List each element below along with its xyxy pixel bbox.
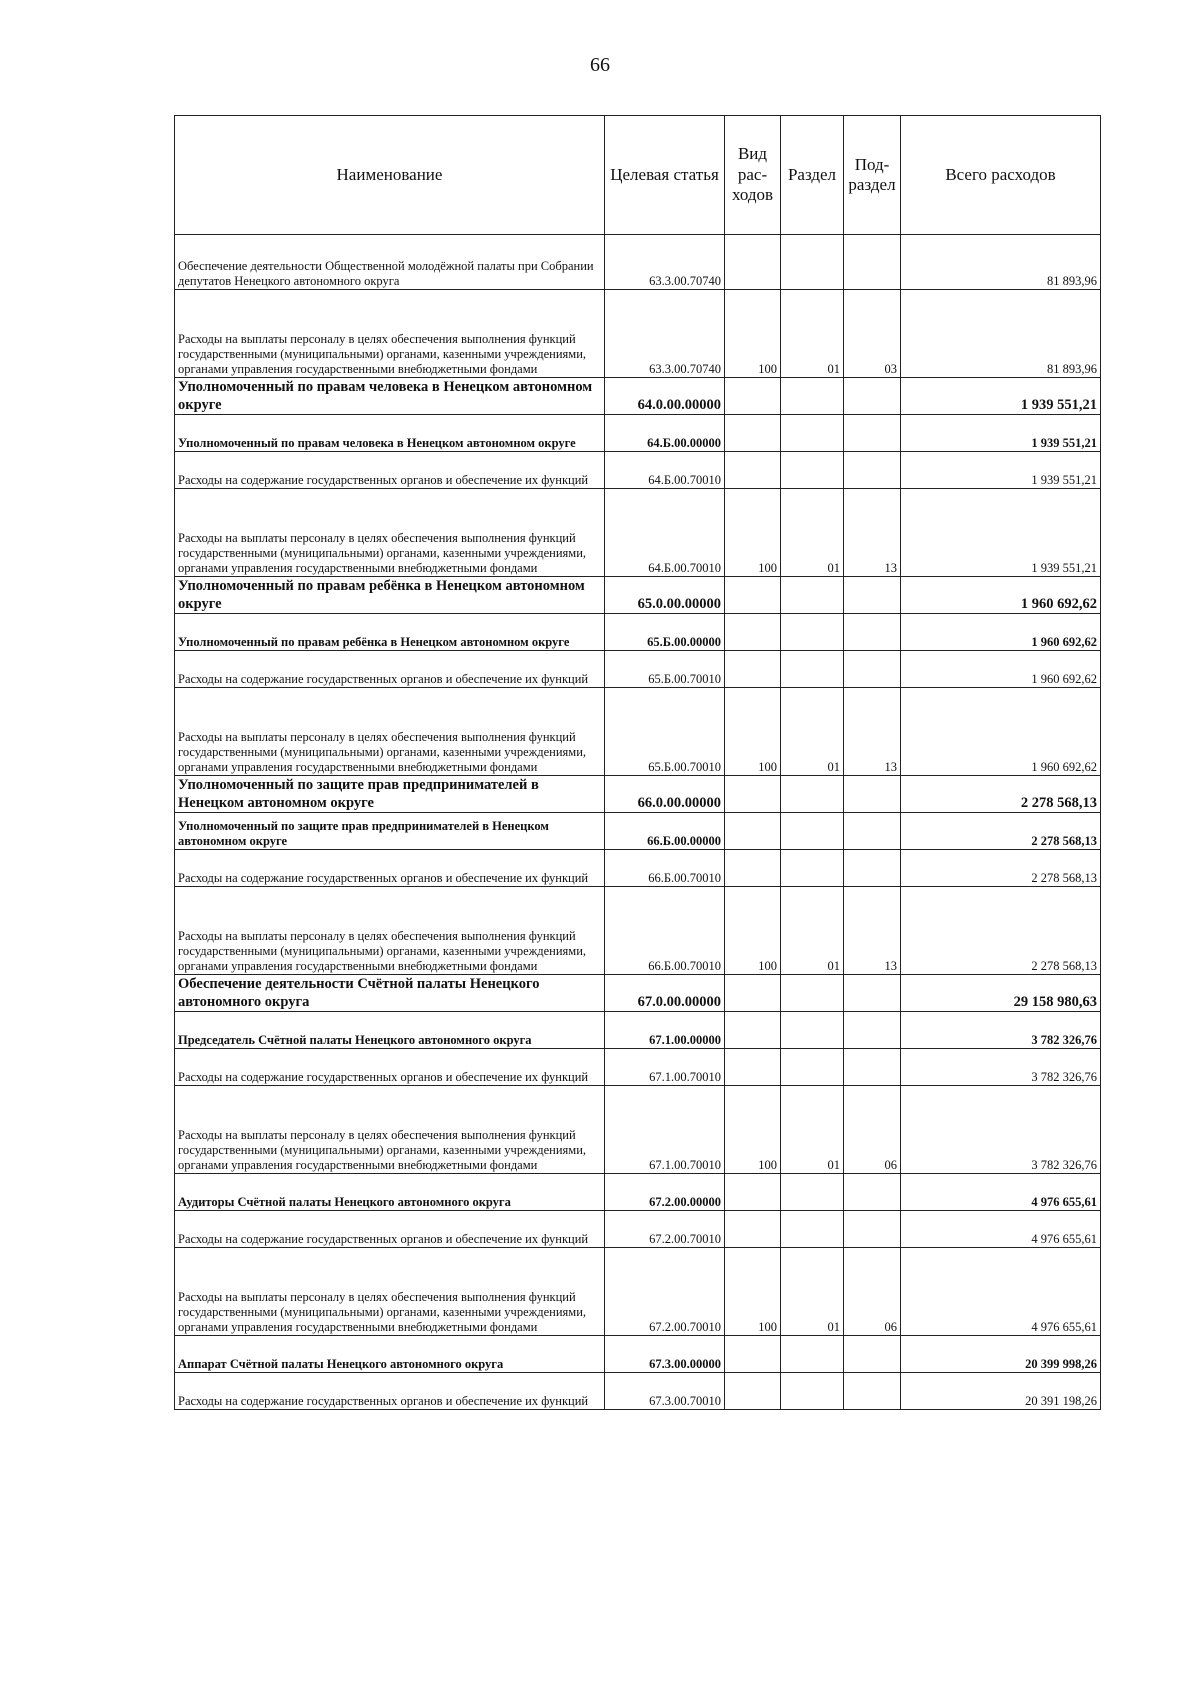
row-target-code: 67.3.00.00000 [605, 1336, 725, 1373]
row-section [781, 235, 844, 290]
row-subsection: 06 [844, 1086, 901, 1174]
row-target-code: 66.Б.00.00000 [605, 813, 725, 850]
row-target-code: 67.1.00.70010 [605, 1049, 725, 1086]
header-total: Всего расходов [901, 116, 1101, 235]
row-expense-kind [725, 651, 781, 688]
row-name-cell: Председатель Счётной палаты Ненецкого автономного округа [175, 1012, 605, 1049]
row-section [781, 1373, 844, 1410]
row-target-code: 65.0.00.00000 [605, 577, 725, 614]
row-subsection [844, 1049, 901, 1086]
row-section [781, 975, 844, 1012]
table-row [175, 235, 1101, 290]
row-total: 3 782 326,76 [901, 1012, 1101, 1049]
row-subsection [844, 975, 901, 1012]
row-name-cell: Расходы на содержание государственных органов и обеспечение их функций [175, 452, 605, 489]
row-expense-kind: 100 [725, 1086, 781, 1174]
row-subsection [844, 1336, 901, 1373]
row-total: 2 278 568,13 [901, 776, 1101, 813]
row-total: 3 782 326,76 [901, 1049, 1101, 1086]
row-section [781, 651, 844, 688]
row-name-cell: Расходы на содержание государственных органов и обеспечение их функций [175, 1373, 605, 1410]
row-expense-kind [725, 577, 781, 614]
row-expense-kind [725, 614, 781, 651]
row-subsection [844, 1211, 901, 1248]
row-section [781, 378, 844, 415]
row-name-cell: Расходы на выплаты персоналу в целях обеспечения выполнения функций государственными (муниципальными) органами, казенными учреждениями, органами управления государственными внебюджетными фондами [175, 688, 605, 776]
row-section [781, 1174, 844, 1211]
row-expense-kind [725, 1373, 781, 1410]
row-section [781, 850, 844, 887]
row-name-cell: Расходы на содержание государственных органов и обеспечение их функций [175, 850, 605, 887]
row-target-code: 63.3.00.70740 [605, 235, 725, 290]
row-name-cell: Расходы на выплаты персоналу в целях обеспечения выполнения функций государственными (муниципальными) органами, казенными учреждениями, органами управления государственными внебюджетными фондами [175, 290, 605, 378]
table-row [175, 688, 1101, 776]
header-subsection: Под- раздел [844, 116, 901, 235]
row-section [781, 1336, 844, 1373]
row-target-code: 64.Б.00.70010 [605, 489, 725, 577]
row-subsection [844, 1174, 901, 1211]
row-total: 2 278 568,13 [901, 887, 1101, 975]
row-expense-kind: 100 [725, 688, 781, 776]
row-subsection: 13 [844, 688, 901, 776]
row-section: 01 [781, 1248, 844, 1336]
row-expense-kind [725, 235, 781, 290]
row-expense-kind [725, 1012, 781, 1049]
row-expense-kind: 100 [725, 1248, 781, 1336]
row-target-code: 63.3.00.70740 [605, 290, 725, 378]
row-subsection [844, 235, 901, 290]
table-row [175, 887, 1101, 975]
row-expense-kind [725, 813, 781, 850]
row-total: 1 960 692,62 [901, 577, 1101, 614]
row-section [781, 1012, 844, 1049]
row-name-cell: Обеспечение деятельности Общественной молодёжной палаты при Собрании депутатов Ненецкого автономного округа [175, 235, 605, 290]
header-name: Наименование [175, 116, 605, 235]
table-row [175, 975, 1101, 1012]
table-row [175, 1211, 1101, 1248]
table-row [175, 415, 1101, 452]
row-target-code: 67.1.00.70010 [605, 1086, 725, 1174]
row-name-cell: Расходы на выплаты персоналу в целях обеспечения выполнения функций государственными (муниципальными) органами, казенными учреждениями, органами управления государственными внебюджетными фондами [175, 887, 605, 975]
row-name-cell: Уполномоченный по защите прав предпринимателей в Ненецком автономном округе [175, 776, 605, 813]
table-row [175, 1248, 1101, 1336]
row-name-cell: Расходы на содержание государственных органов и обеспечение их функций [175, 1211, 605, 1248]
row-name-cell: Уполномоченный по защите прав предпринимателей в Ненецком автономном округе [175, 813, 605, 850]
row-name-cell: Аппарат Счётной палаты Ненецкого автономного округа [175, 1336, 605, 1373]
row-name-cell: Уполномоченный по правам человека в Ненецком автономном округе [175, 378, 605, 415]
row-target-code: 64.0.00.00000 [605, 378, 725, 415]
row-expense-kind [725, 1174, 781, 1211]
table-row [175, 850, 1101, 887]
row-target-code: 67.2.00.00000 [605, 1174, 725, 1211]
row-expense-kind [725, 850, 781, 887]
table-row [175, 1174, 1101, 1211]
row-expense-kind [725, 975, 781, 1012]
row-section: 01 [781, 688, 844, 776]
row-subsection: 06 [844, 1248, 901, 1336]
row-name-cell: Расходы на выплаты персоналу в целях обеспечения выполнения функций государственными (муниципальными) органами, казенными учреждениями, органами управления государственными внебюджетными фондами [175, 1086, 605, 1174]
row-subsection: 13 [844, 489, 901, 577]
row-expense-kind [725, 452, 781, 489]
row-section [781, 614, 844, 651]
row-expense-kind [725, 415, 781, 452]
table-row [175, 378, 1101, 415]
row-subsection [844, 776, 901, 813]
header-expense-kind: Вид рас- ходов [725, 116, 781, 235]
row-section [781, 1211, 844, 1248]
row-total: 4 976 655,61 [901, 1211, 1101, 1248]
row-expense-kind [725, 1049, 781, 1086]
row-total: 1 939 551,21 [901, 378, 1101, 415]
row-section: 01 [781, 1086, 844, 1174]
table-row [175, 776, 1101, 813]
row-name-cell: Аудиторы Счётной палаты Ненецкого автономного округа [175, 1174, 605, 1211]
row-section [781, 452, 844, 489]
row-subsection [844, 850, 901, 887]
row-target-code: 67.3.00.70010 [605, 1373, 725, 1410]
row-total: 1 939 551,21 [901, 415, 1101, 452]
table-row [175, 1373, 1101, 1410]
row-expense-kind [725, 776, 781, 813]
row-name-cell: Расходы на выплаты персоналу в целях обеспечения выполнения функций государственными (муниципальными) органами, казенными учреждениями, органами управления государственными внебюджетными фондами [175, 489, 605, 577]
table-header-row [175, 116, 1101, 235]
row-section: 01 [781, 887, 844, 975]
row-expense-kind: 100 [725, 290, 781, 378]
row-target-code: 65.Б.00.70010 [605, 688, 725, 776]
row-target-code: 64.Б.00.00000 [605, 415, 725, 452]
table-row [175, 1049, 1101, 1086]
table-row [175, 1012, 1101, 1049]
table-row [175, 290, 1101, 378]
row-section [781, 776, 844, 813]
row-section [781, 1049, 844, 1086]
row-total: 2 278 568,13 [901, 850, 1101, 887]
row-expense-kind: 100 [725, 489, 781, 577]
row-total: 3 782 326,76 [901, 1086, 1101, 1174]
row-name-cell: Уполномоченный по правам человека в Ненецком автономном округе [175, 415, 605, 452]
row-expense-kind [725, 378, 781, 415]
row-name-cell: Уполномоченный по правам ребёнка в Ненецком автономном округе [175, 614, 605, 651]
table-row [175, 1086, 1101, 1174]
row-section: 01 [781, 290, 844, 378]
row-target-code: 67.2.00.70010 [605, 1211, 725, 1248]
row-section [781, 813, 844, 850]
row-total: 81 893,96 [901, 235, 1101, 290]
table-row [175, 1336, 1101, 1373]
row-target-code: 65.Б.00.00000 [605, 614, 725, 651]
row-subsection: 13 [844, 887, 901, 975]
row-subsection [844, 1012, 901, 1049]
row-total: 1 939 551,21 [901, 452, 1101, 489]
row-subsection [844, 1373, 901, 1410]
row-target-code: 67.1.00.00000 [605, 1012, 725, 1049]
table-row [175, 614, 1101, 651]
row-section [781, 577, 844, 614]
table-row [175, 813, 1101, 850]
table-body [175, 235, 1101, 1410]
row-name-cell: Расходы на содержание государственных органов и обеспечение их функций [175, 1049, 605, 1086]
row-total: 4 976 655,61 [901, 1248, 1101, 1336]
row-name-cell: Уполномоченный по правам ребёнка в Ненецком автономном округе [175, 577, 605, 614]
row-subsection [844, 577, 901, 614]
row-expense-kind [725, 1211, 781, 1248]
row-total: 20 399 998,26 [901, 1336, 1101, 1373]
row-total: 20 391 198,26 [901, 1373, 1101, 1410]
row-total: 1 960 692,62 [901, 651, 1101, 688]
row-target-code: 65.Б.00.70010 [605, 651, 725, 688]
row-subsection [844, 378, 901, 415]
row-target-code: 67.2.00.70010 [605, 1248, 725, 1336]
row-section [781, 415, 844, 452]
row-target-code: 66.Б.00.70010 [605, 887, 725, 975]
row-subsection [844, 452, 901, 489]
table-row [175, 452, 1101, 489]
header-section: Раздел [781, 116, 844, 235]
row-total: 81 893,96 [901, 290, 1101, 378]
row-total: 1 960 692,62 [901, 614, 1101, 651]
row-section: 01 [781, 489, 844, 577]
row-target-code: 66.Б.00.70010 [605, 850, 725, 887]
row-target-code: 64.Б.00.70010 [605, 452, 725, 489]
row-total: 29 158 980,63 [901, 975, 1101, 1012]
row-name-cell: Обеспечение деятельности Счётной палаты Ненецкого автономного округа [175, 975, 605, 1012]
row-total: 4 976 655,61 [901, 1174, 1101, 1211]
row-expense-kind [725, 1336, 781, 1373]
row-subsection: 03 [844, 290, 901, 378]
budget-table [174, 115, 1101, 1410]
table-row [175, 577, 1101, 614]
row-expense-kind: 100 [725, 887, 781, 975]
row-name-cell: Расходы на выплаты персоналу в целях обеспечения выполнения функций государственными (муниципальными) органами, казенными учреждениями, органами управления государственными внебюджетными фондами [175, 1248, 605, 1336]
row-subsection [844, 651, 901, 688]
row-total: 2 278 568,13 [901, 813, 1101, 850]
row-total: 1 939 551,21 [901, 489, 1101, 577]
page-number: 66 [590, 54, 610, 76]
row-name-cell: Расходы на содержание государственных органов и обеспечение их функций [175, 651, 605, 688]
row-subsection [844, 813, 901, 850]
row-total: 1 960 692,62 [901, 688, 1101, 776]
row-subsection [844, 614, 901, 651]
row-target-code: 66.0.00.00000 [605, 776, 725, 813]
header-target-article: Целевая статья [605, 116, 725, 235]
row-subsection [844, 415, 901, 452]
table-row [175, 489, 1101, 577]
table-row [175, 651, 1101, 688]
row-target-code: 67.0.00.00000 [605, 975, 725, 1012]
